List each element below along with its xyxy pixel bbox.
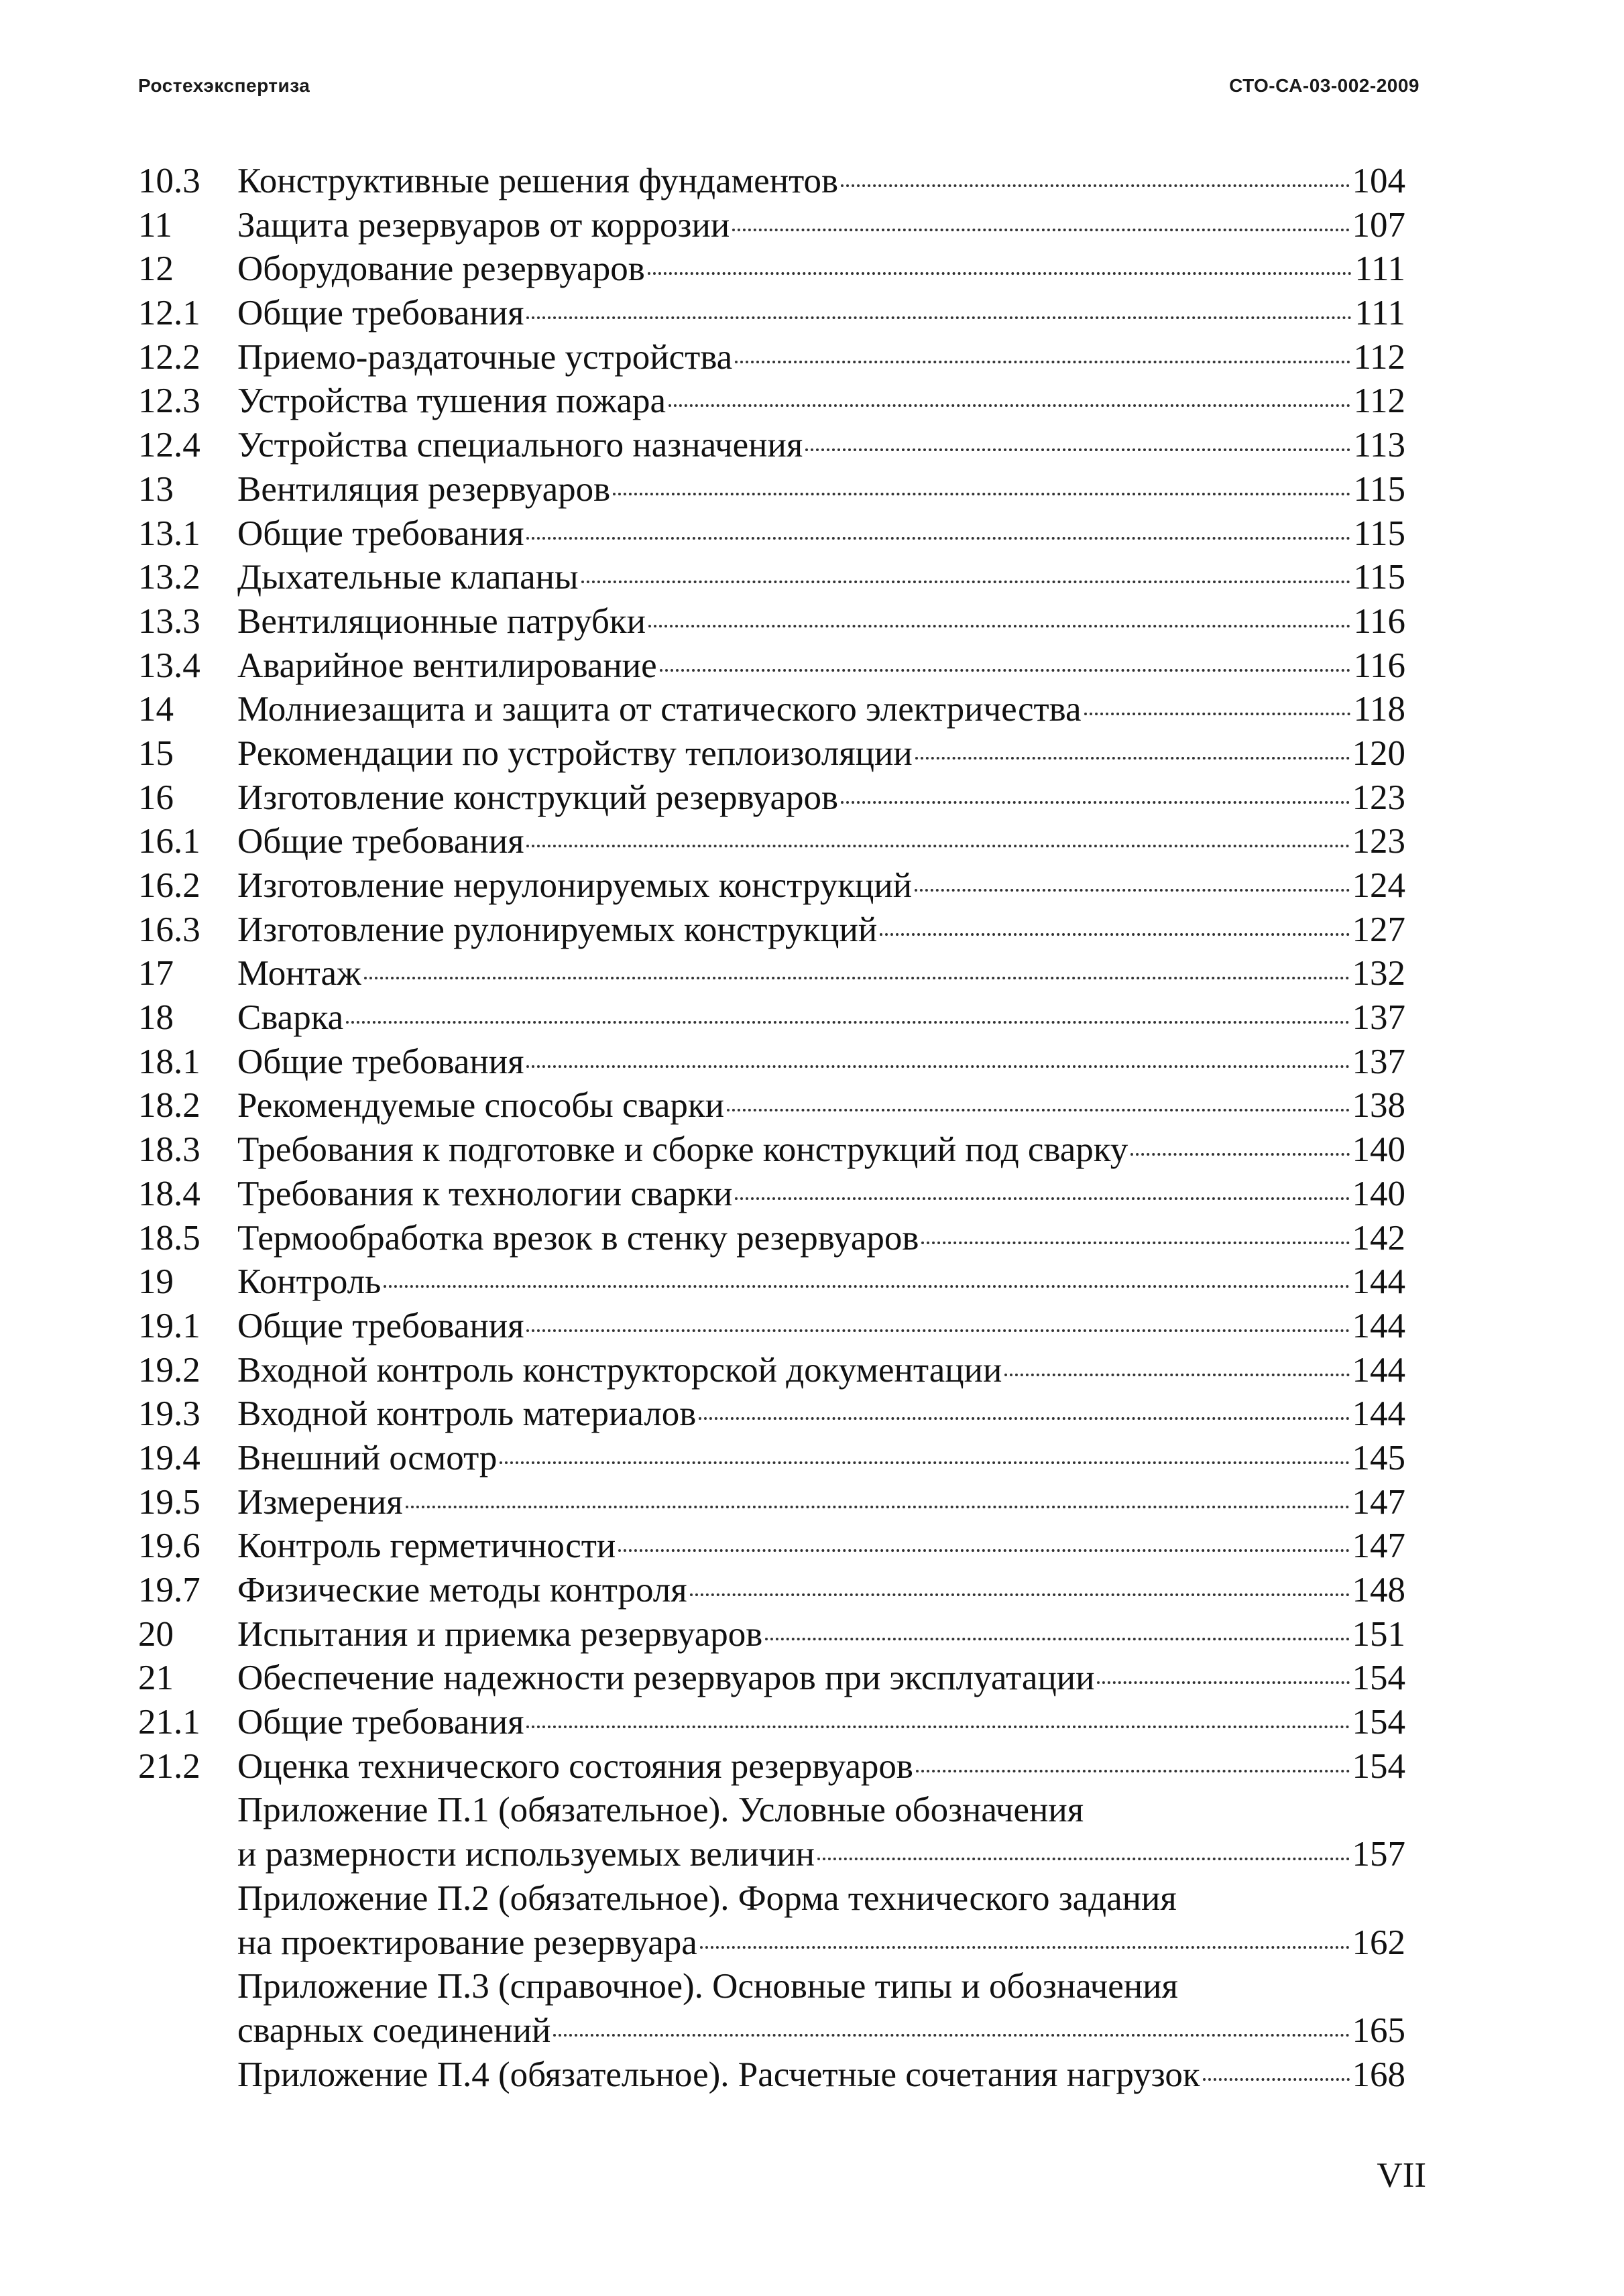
toc-entry-number: 19.6 — [138, 1526, 200, 1566]
toc-entry-number: 18 — [138, 998, 174, 1038]
toc-entry-page: 144 — [1352, 1262, 1405, 1302]
toc-entry-number: 16 — [138, 778, 174, 817]
toc-entry-page: 113 — [1353, 426, 1405, 465]
toc-entry-title: Молниезащита и защита от статического электричества — [237, 690, 1082, 729]
toc-entry-page: 104 — [1352, 162, 1405, 200]
toc-entry — [138, 1745, 1405, 1789]
toc-leader-dots — [526, 537, 1350, 540]
toc-entry-page: 140 — [1352, 1174, 1405, 1213]
toc-entry-number: 12 — [138, 249, 174, 289]
toc-entry-title: Контроль герметичности — [237, 1526, 616, 1566]
toc-leader-dots — [364, 977, 1350, 979]
toc-leader-dots — [921, 1242, 1349, 1244]
toc-entry-title: Испытания и приемка резервуаров — [237, 1614, 763, 1654]
toc-leader-dots — [841, 184, 1349, 187]
toc-leader-dots — [581, 581, 1351, 583]
toc-entry-number: 18.1 — [138, 1042, 200, 1081]
toc-entry — [138, 204, 1405, 248]
toc-leader-dots — [660, 669, 1351, 672]
toc-entry-number: 12.4 — [138, 426, 200, 465]
toc-entry — [138, 1392, 1405, 1437]
toc-entry-title: Оборудование резервуаров — [237, 249, 645, 289]
toc-entry-number: 19.7 — [138, 1571, 200, 1610]
toc-entry — [138, 2009, 1405, 2053]
toc-entry-page: 115 — [1353, 558, 1405, 597]
toc-entry-title: Входной контроль материалов — [237, 1394, 697, 1434]
toc-entry-page: 144 — [1352, 1350, 1405, 1390]
toc-entry-page: 154 — [1352, 1703, 1405, 1742]
toc-entry-title: Внешний осмотр — [237, 1438, 498, 1477]
toc-entry — [138, 1701, 1405, 1745]
toc-entry-page: 154 — [1352, 1746, 1405, 1786]
toc-entry — [138, 996, 1405, 1040]
toc-entry-number: 13 — [138, 469, 174, 509]
toc-leader-dots — [406, 1506, 1350, 1508]
toc-entry-page: 168 — [1352, 2055, 1405, 2094]
toc-leader-dots — [1130, 1153, 1349, 1156]
toc-entry-title: Вентиляционные патрубки — [237, 601, 646, 641]
toc-entry-title: Требования к технологии сварки — [237, 1174, 733, 1213]
toc-entry — [138, 1128, 1405, 1172]
toc-leader-dots — [526, 1329, 1349, 1332]
toc-entry-page: 142 — [1352, 1218, 1405, 1258]
toc-entry — [138, 820, 1405, 864]
toc-entry-page: 116 — [1353, 646, 1405, 685]
toc-entry-title: Приложение П.4 (обязательное). Расчетные сочетания нагрузок — [237, 2055, 1200, 2094]
toc-leader-dots — [916, 1770, 1350, 1772]
toc-entry — [138, 732, 1405, 776]
toc-entry-page: 111 — [1354, 294, 1405, 333]
toc-entry-number: 19.5 — [138, 1482, 200, 1522]
toc-entry — [138, 1040, 1405, 1085]
toc-entry-number: 13.2 — [138, 558, 200, 597]
toc-leader-dots — [526, 1065, 1349, 1068]
toc-entry-title: Монтаж — [237, 954, 361, 993]
toc-entry-page: 157 — [1352, 1835, 1405, 1874]
toc-entry-title: Конструктивные решения фундаментов — [237, 162, 839, 200]
toc-leader-dots — [613, 493, 1350, 495]
toc-entry-page: 118 — [1353, 690, 1405, 729]
toc-entry — [138, 556, 1405, 600]
toc-entry-title: сварных соединений — [237, 2010, 551, 2050]
toc-leader-dots — [500, 1461, 1349, 1464]
toc-entry-title: Изготовление конструкций резервуаров — [237, 778, 839, 817]
toc-leader-dots — [526, 1726, 1349, 1728]
toc-entry-title: Контроль — [237, 1262, 382, 1302]
toc-entry-page: 111 — [1354, 249, 1405, 289]
toc-entry-title: Изготовление рулонируемых конструкций — [237, 910, 878, 949]
toc-entry-page: 165 — [1352, 2010, 1405, 2050]
toc-entry-page: 151 — [1352, 1614, 1405, 1654]
toc-entry-title: Изготовление нерулонируемых конструкций — [237, 866, 913, 905]
toc-entry-title: Дыхательные клапаны — [237, 558, 579, 597]
toc-leader-dots — [1084, 713, 1351, 715]
toc-leader-dots — [526, 845, 1349, 847]
toc-entry — [138, 160, 1405, 204]
toc-entry-page: 124 — [1352, 866, 1405, 905]
toc-entry-title: Устройства специального назначения — [237, 426, 803, 465]
toc-leader-dots — [915, 889, 1349, 892]
toc-entry — [138, 1084, 1405, 1128]
toc-entry-title: Общие требования — [237, 1703, 524, 1742]
toc-entry — [138, 1349, 1405, 1393]
toc-entry-title: Физические методы контроля — [237, 1571, 687, 1610]
toc-entry — [138, 468, 1405, 512]
toc-leader-dots — [346, 1021, 1349, 1024]
toc-entry-number: 18.4 — [138, 1174, 200, 1213]
toc-entry-page: 116 — [1353, 601, 1405, 641]
toc-entry-page: 107 — [1352, 205, 1405, 245]
toc-entry-title: Приложение П.2 (обязательное). Форма технического задания — [237, 1878, 1177, 1918]
toc-entry — [138, 1524, 1405, 1569]
page-number: VII — [1377, 2156, 1426, 2195]
toc-entry-title: Оценка технического состояния резервуаров — [237, 1746, 913, 1786]
toc-leader-dots — [699, 1417, 1349, 1420]
toc-entry-number: 11 — [138, 205, 173, 245]
toc-entry — [138, 864, 1405, 908]
toc-entry-number: 16.3 — [138, 910, 200, 949]
toc-entry-page: 147 — [1352, 1526, 1405, 1566]
toc-entry — [138, 1172, 1405, 1217]
toc-entry-number: 19.3 — [138, 1394, 200, 1434]
toc-entry-number: 16.2 — [138, 866, 200, 905]
toc-entry-number: 18.2 — [138, 1086, 200, 1126]
toc-entry-page: 120 — [1352, 733, 1405, 773]
toc-entry-number: 12.1 — [138, 294, 200, 333]
toc-entry — [138, 512, 1405, 556]
toc-entry-page: 127 — [1352, 910, 1405, 949]
toc-entry-number: 13.3 — [138, 601, 200, 641]
toc-entry — [138, 952, 1405, 996]
toc-entry-number: 19.4 — [138, 1438, 200, 1477]
toc-entry — [138, 424, 1405, 468]
toc-leader-dots — [553, 2034, 1349, 2037]
toc-entry-title: Общие требования — [237, 1306, 524, 1345]
toc-entry-number: 13.4 — [138, 646, 200, 685]
toc-entry-title: Аварийное вентилирование — [237, 646, 657, 685]
toc-entry-title: Вентиляция резервуаров — [237, 469, 611, 509]
toc-entry-title: Приемо-раздаточные устройства — [237, 337, 733, 377]
toc-entry-title: Общие требования — [237, 822, 524, 861]
toc-entry-number: 18.3 — [138, 1130, 200, 1170]
toc-entry-number: 21.1 — [138, 1703, 200, 1742]
toc-entry-title: Общие требования — [237, 1042, 524, 1081]
toc-entry — [138, 688, 1405, 732]
toc-entry-title: Устройства тушения пожара — [237, 381, 666, 421]
toc-entry-number: 13.1 — [138, 513, 200, 553]
toc-entry-page: 112 — [1353, 381, 1405, 421]
toc-entry-number: 18.5 — [138, 1218, 200, 1258]
toc-entry-title: Входной контроль конструкторской документации — [237, 1350, 1002, 1390]
toc-leader-dots — [700, 1946, 1350, 1949]
toc-entry — [138, 644, 1405, 688]
toc-entry — [138, 1613, 1405, 1657]
toc-leader-dots — [727, 1109, 1349, 1111]
toc-leader-dots — [735, 1197, 1349, 1200]
toc-entry — [138, 1921, 1405, 1966]
toc-entry-number: 19.2 — [138, 1350, 200, 1390]
toc-entry-number: 16.1 — [138, 822, 200, 861]
toc-entry-number: 19.1 — [138, 1306, 200, 1345]
toc-leader-dots — [648, 625, 1351, 627]
toc-entry-number: 12.2 — [138, 337, 200, 377]
toc-leader-dots — [1097, 1681, 1349, 1684]
toc-leader-dots — [648, 272, 1352, 275]
toc-entry-title: Общие требования — [237, 513, 524, 553]
toc-entry — [138, 1965, 1405, 2009]
toc-entry-title: Измерения — [237, 1482, 403, 1522]
toc-entry-title: Приложение П.3 (справочное). Основные типы и обозначения — [237, 1967, 1178, 2006]
toc-entry-title: Общие требования — [237, 294, 524, 333]
toc-entry-page: 147 — [1352, 1482, 1405, 1522]
toc-entry — [138, 1656, 1405, 1701]
toc-entry-page: 140 — [1352, 1130, 1405, 1170]
toc-leader-dots — [880, 933, 1349, 936]
toc-leader-dots — [384, 1285, 1349, 1288]
header-document-code: СТО-СА-03-002-2009 — [1229, 75, 1419, 96]
toc-entry-title: Термообработка врезок в стенку резервуаров — [237, 1218, 919, 1258]
toc-leader-dots — [732, 229, 1349, 231]
toc-entry-number: 12.3 — [138, 381, 200, 421]
toc-entry-page: 115 — [1353, 469, 1405, 509]
toc-entry-title: на проектирование резервуара — [237, 1923, 697, 1962]
toc-leader-dots — [735, 361, 1350, 363]
table-of-contents — [138, 160, 1405, 2097]
toc-entry-number: 21.2 — [138, 1746, 200, 1786]
toc-entry — [138, 292, 1405, 336]
toc-entry — [138, 1789, 1405, 1833]
toc-leader-dots — [618, 1549, 1349, 1552]
toc-entry-number: 17 — [138, 954, 174, 993]
toc-entry — [138, 2053, 1405, 2098]
toc-entry-page: 162 — [1352, 1923, 1405, 1962]
toc-entry-title: и размерности используемых величин — [237, 1835, 815, 1874]
toc-entry-number: 20 — [138, 1614, 174, 1654]
toc-leader-dots — [1203, 2078, 1350, 2081]
toc-entry-page: 132 — [1352, 954, 1405, 993]
header-organization: Ростехэкспертиза — [138, 75, 310, 96]
toc-entry — [138, 1260, 1405, 1305]
toc-leader-dots — [915, 757, 1350, 760]
toc-entry — [138, 908, 1405, 953]
toc-entry — [138, 1569, 1405, 1613]
toc-leader-dots — [526, 316, 1352, 319]
toc-entry — [138, 1833, 1405, 1877]
toc-entry-title: Сварка — [237, 998, 344, 1038]
toc-entry-title: Рекомендуемые способы сварки — [237, 1086, 725, 1126]
toc-leader-dots — [805, 448, 1350, 451]
toc-entry-title: Требования к подготовке и сборке конструкций под сварку — [237, 1130, 1128, 1170]
toc-entry-page: 137 — [1352, 1042, 1405, 1081]
toc-entry — [138, 600, 1405, 644]
toc-entry-number: 21 — [138, 1658, 174, 1698]
toc-entry-title: Защита резервуаров от коррозии — [237, 205, 730, 245]
toc-entry-page: 145 — [1352, 1438, 1405, 1477]
toc-entry — [138, 1305, 1405, 1349]
toc-entry-page: 137 — [1352, 998, 1405, 1038]
toc-entry — [138, 1217, 1405, 1261]
toc-entry-page: 123 — [1352, 822, 1405, 861]
toc-leader-dots — [817, 1858, 1349, 1860]
toc-leader-dots — [690, 1593, 1350, 1596]
toc-entry-number: 19 — [138, 1262, 174, 1302]
toc-entry-page: 115 — [1353, 513, 1405, 553]
toc-entry-page: 144 — [1352, 1306, 1405, 1345]
toc-entry — [138, 1877, 1405, 1921]
toc-entry-page: 138 — [1352, 1086, 1405, 1126]
toc-entry-page: 144 — [1352, 1394, 1405, 1434]
toc-entry-number: 14 — [138, 690, 174, 729]
toc-entry-page: 123 — [1352, 778, 1405, 817]
toc-entry-title: Приложение П.1 (обязательное). Условные обозначения — [237, 1791, 1084, 1830]
toc-entry-page: 148 — [1352, 1571, 1405, 1610]
toc-entry-page: 154 — [1352, 1658, 1405, 1698]
toc-leader-dots — [841, 801, 1349, 804]
toc-entry-title: Обеспечение надежности резервуаров при эксплуатации — [237, 1658, 1095, 1698]
toc-entry-number: 10.3 — [138, 162, 200, 200]
toc-entry — [138, 1481, 1405, 1525]
toc-leader-dots — [669, 404, 1350, 407]
toc-entry — [138, 379, 1405, 424]
toc-entry — [138, 247, 1405, 292]
toc-entry — [138, 336, 1405, 380]
toc-leader-dots — [1004, 1374, 1349, 1376]
toc-entry-title: Рекомендации по устройству теплоизоляции — [237, 733, 913, 773]
toc-leader-dots — [765, 1638, 1349, 1640]
toc-entry-page: 112 — [1353, 337, 1405, 377]
toc-entry-number: 15 — [138, 733, 174, 773]
toc-entry — [138, 1437, 1405, 1481]
toc-entry — [138, 776, 1405, 821]
